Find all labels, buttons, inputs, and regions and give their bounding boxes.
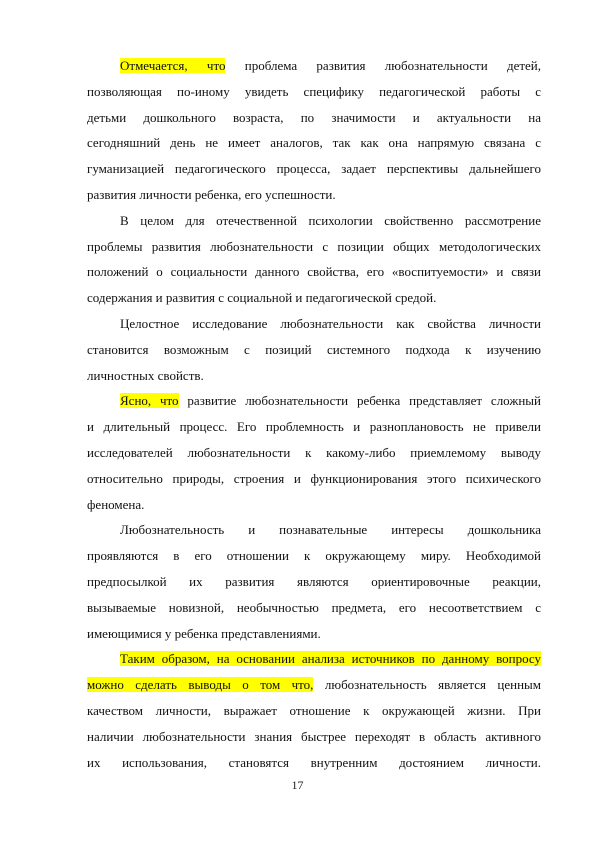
text-line: В целом для отечественной психологии свойственно рассмотрение [120,212,541,228]
text-line: феномена. [87,496,145,512]
text-run: любознательность является ценным [313,677,541,693]
text-line: их использования, становятся внутренним достоянием личности. [87,754,541,770]
text-line: относительно природы, строения и функционирования этого психического [87,470,541,486]
highlighted-phrase: Отмечается, что [120,58,226,73]
text-line: предпосылкой их развития являются ориентировочные реакции, [87,573,541,589]
text-line: и длительный процесс. Его проблемность и разноплановость не привели [87,419,541,435]
highlighted-phrase: Таким образом, на основании анализа источников по данному вопросу [120,651,541,667]
paragraph-5 [87,517,541,646]
text-line: содержания и развития с социальной и педагогической средой. [87,290,437,306]
text-line: проблемы развития любознательности с позиции общих методологических [87,238,541,254]
text-line: детьми дошкольного возраста, по значимости и актуальности на [87,109,541,125]
text-line: развития личности ребенка, его успешности. [87,186,336,202]
text-line: позволяющая по-иному увидеть специфику педагогической работы с [87,83,541,99]
highlighted-phrase: можно сделать выводы о том что, [87,677,314,693]
text-line: личностных свойств. [87,367,204,383]
text-line: Любознательность и познавательные интересы дошкольника [120,522,541,538]
text-line: наличии любознательности знания быстрее переходят в область активного [87,728,541,744]
paragraph-3 [87,311,541,388]
text-line [87,672,541,698]
text-line: положений о социальности данного свойства, его «воспитуемости» и связи [87,264,541,280]
text-line: становится возможным с позиций системного подхода к изучению [87,341,541,357]
text-line: вызываемые новизной, необычностью предмета, его несоответствием с [87,599,541,615]
text-line: исследователей любознательности к какому-либо приемлемому выводу [87,444,541,460]
text-line: проявляются в его отношении к окружающему миру. Необходимой [87,548,541,564]
text-line [87,646,541,672]
paragraph-4 [87,388,541,517]
text-line: гуманизацией педагогического процесса, задает перспективы дальнейшего [87,161,541,177]
paragraph-2 [87,208,541,311]
text-line: имеющимися у ребенка представлениями. [87,625,321,641]
text-line [87,388,541,414]
text-line: сегодняшний день не имеет аналогов, так как она напрямую связана с [87,135,541,151]
text-line [87,53,541,79]
paragraph-6 [87,646,541,775]
paragraph-1 [87,53,541,208]
text-run: развитие любознательности ребенка представляет сложный [178,393,541,409]
page-number: 17 [291,778,304,792]
highlighted-phrase: Ясно, что [120,393,179,409]
text-line: качеством личности, выражает отношение к окружающей жизни. При [87,702,541,718]
document-body [87,53,541,775]
text-run: проблема развития любознательности детей, [225,58,542,73]
text-line: Целостное исследование любознательности как свойства личности [120,315,541,331]
